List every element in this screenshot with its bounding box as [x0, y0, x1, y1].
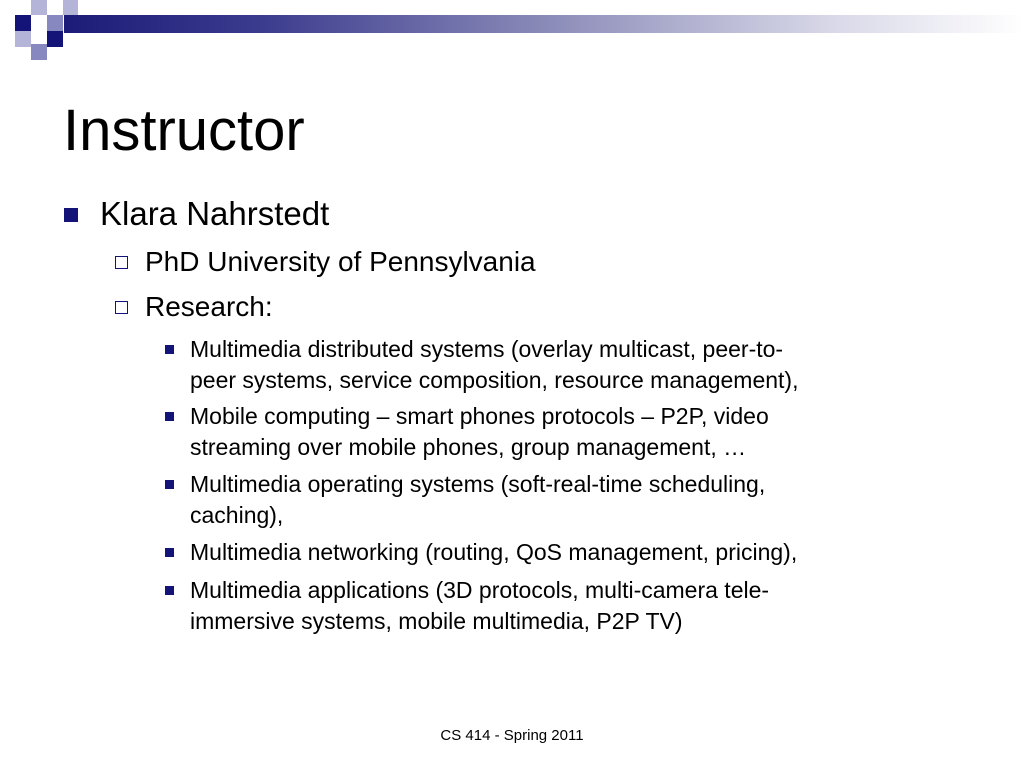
decor-square-icon — [15, 31, 31, 47]
research-item-line: immersive systems, mobile multimedia, P2P TV) — [190, 608, 683, 634]
instructor-name: Klara Nahrstedt — [100, 195, 330, 232]
research-item-line: peer systems, service composition, resource management), — [190, 367, 799, 393]
bullet-level-1 — [64, 195, 964, 233]
research-item — [165, 469, 965, 531]
small-square-bullet-icon — [165, 586, 174, 595]
small-square-bullet-icon — [165, 548, 174, 557]
research-heading: Research: — [145, 291, 273, 322]
research-item-line: Mobile computing – smart phones protocols – P2P, video — [190, 403, 769, 429]
decor-square-icon — [47, 15, 63, 31]
research-item-line: Multimedia operating systems (soft-real-time scheduling, — [190, 471, 766, 497]
slide-footer: CS 414 - Spring 2011 — [440, 727, 584, 744]
research-item-line: Multimedia applications (3D protocols, multi-camera tele- — [190, 577, 770, 603]
research-item — [165, 575, 965, 637]
research-item-line: Multimedia distributed systems (overlay multicast, peer-to- — [190, 336, 784, 362]
decor-square-icon — [31, 0, 47, 15]
header-gradient-band — [64, 15, 1024, 33]
research-item-line: caching), — [190, 502, 284, 528]
square-bullet-icon — [64, 208, 78, 222]
slide-title: Instructor — [63, 98, 305, 163]
decor-square-icon — [15, 15, 31, 31]
research-item — [165, 334, 965, 396]
hollow-square-bullet-icon — [115, 301, 128, 314]
decor-square-icon — [63, 0, 78, 15]
list-item-research — [115, 290, 273, 324]
research-item-line: streaming over mobile phones, group management, … — [190, 434, 747, 460]
hollow-square-bullet-icon — [115, 256, 128, 269]
research-item — [165, 537, 965, 568]
research-item-line: Multimedia networking (routing, QoS management, pricing), — [190, 539, 798, 565]
list-item-name — [64, 195, 964, 233]
small-square-bullet-icon — [165, 480, 174, 489]
research-item — [165, 401, 965, 463]
phd-text: PhD University of Pennsylvania — [145, 246, 536, 277]
small-square-bullet-icon — [165, 412, 174, 421]
decor-square-icon — [31, 44, 47, 60]
decor-square-icon — [47, 31, 63, 47]
small-square-bullet-icon — [165, 345, 174, 354]
list-item-phd — [115, 245, 536, 279]
